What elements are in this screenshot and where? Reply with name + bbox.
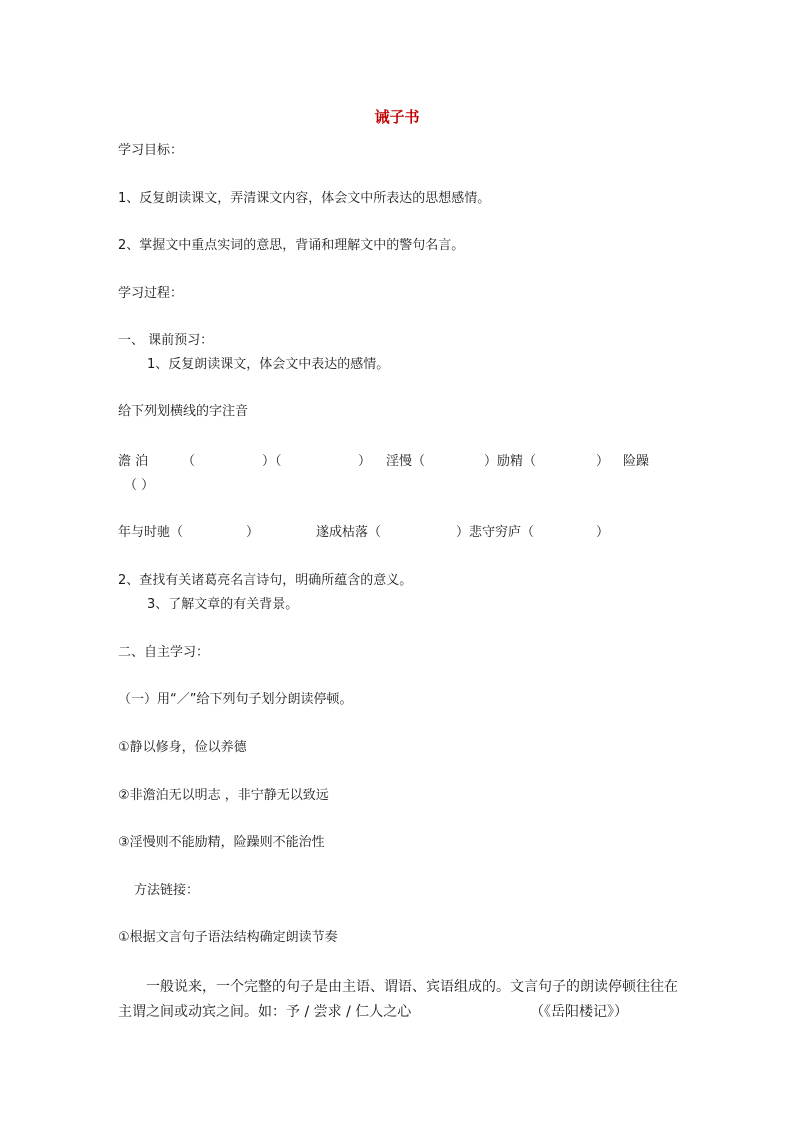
blank-paren: ） — [596, 525, 610, 540]
pinyin-row-1-continuation: （ ） — [124, 478, 155, 493]
preview-item-3: 3、了解文章的有关背景。 — [147, 597, 299, 612]
word-suichengkuluo: 遂成枯落（ — [316, 525, 382, 540]
word-xianzao: 险躁 — [623, 454, 650, 469]
blank-paren: ）（ — [262, 454, 282, 469]
objective-item-2: 2、掌握文中重点实词的意思，背诵和理解文中的警句名言。 — [118, 238, 465, 253]
section1-heading: 一、 课前预习： — [118, 333, 214, 348]
pause-instruction: （一）用“／”给下列句子划分朗读停顿。 — [118, 692, 353, 707]
source-citation: （《岳阳楼记》） — [530, 1004, 628, 1020]
word-nianyushichi: 年与时驰（ — [118, 525, 184, 540]
method-paragraph-line-1: 一般说来，一个完整的句子是由主语、谓语、宾语组成的。文言句子的朗读停顿往往在 — [146, 979, 678, 995]
process-heading: 学习过程： — [118, 286, 184, 301]
section2-heading: 二、自主学习： — [118, 645, 210, 660]
document-title: 诫子书 — [374, 108, 420, 126]
method-item-1: ①根据文言句子语法结构确定朗读节奏 — [118, 930, 338, 945]
word-yinman: 淫慢（ — [386, 454, 426, 469]
objectives-heading: 学习目标： — [118, 143, 184, 158]
objective-item-1: 1、反复朗读课文，弄清课文内容，体会文中所表达的思想感情。 — [118, 191, 491, 206]
method-heading: 方法链接： — [134, 883, 200, 898]
sentence-3: ③淫慢则不能励精，险躁则不能治性 — [118, 835, 325, 850]
word-danbo: 澹 泊 — [118, 454, 149, 469]
sentence-2: ②非澹泊无以明志 ，非宁静无以致远 — [118, 788, 329, 803]
method-paragraph-line-2: 主谓之间或动宾之间。如：予 / 尝求 / 仁人之心 — [118, 1004, 412, 1020]
blank-paren: ） — [358, 454, 372, 469]
sentence-1: ①静以修身，俭以养德 — [118, 740, 247, 755]
preview-item-1: 1、反复朗读课文，体会文中表达的感情。 — [147, 357, 390, 372]
word-beishouqionglu: ）悲守穷庐（ — [456, 525, 535, 540]
word-lijing: ）励精（ — [484, 454, 537, 469]
preview-item-2: 2、查找有关诸葛亮名言诗句，明确所蕴含的意义。 — [118, 573, 413, 588]
pinyin-prompt: 给下列划横线的字注音 — [118, 404, 249, 419]
blank-paren: （ — [182, 454, 196, 469]
blank-paren: ） — [596, 454, 610, 469]
blank-paren: ） — [246, 525, 260, 540]
